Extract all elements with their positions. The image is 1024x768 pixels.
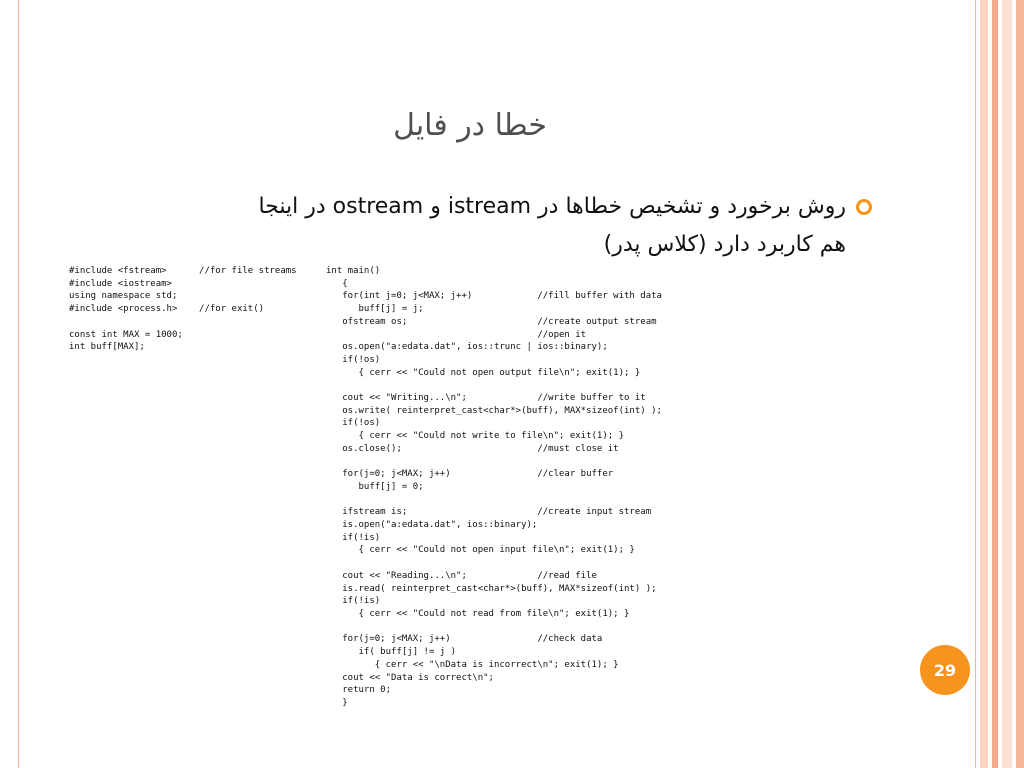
code-right-line: { cerr << "Could not open input file\n"; exit(1); } [326,545,635,556]
bullet-text [80,188,846,264]
code-right-line: int main() [326,266,381,276]
bullet-circle-icon [856,199,872,215]
code-right-line: for(j=0; j<MAX; j++) //clear buffer [326,469,614,480]
code-left-line: #include <iostream> [69,278,172,289]
code-right-line: os.write( reinterpret_cast<char*>(buff), MAX*sizeof(int) ); [326,405,662,416]
code-left-line: using namespace std; [69,291,178,302]
code-right-line: cout << "Data is correct\n"; [326,672,494,683]
code-right-line: buff[j] = 0; [326,481,424,492]
code-right-line: if( buff[j] != j ) [326,647,457,658]
code-right-line: os.close(); //must close it [326,443,619,454]
code-right-line: is.read( reinterpret_cast<char*>(buff), MAX*sizeof(int) ); [326,583,657,594]
code-right-line: { cerr << "Could not read from file\n"; exit(1); } [326,608,630,619]
code-right-line: cout << "Writing...\n"; //write buffer to it [326,393,646,404]
code-right-line: if(!os) [326,354,381,365]
stripe-2 [992,0,998,768]
code-right-line: is.open("a:edata.dat", ios::binary); [326,520,538,531]
code-left-line: #include <fstream> //for file streams [69,266,297,276]
code-right-line: { cerr << "Could not write to file\n"; exit(1); } [326,431,625,442]
code-right-line: //open it [326,329,587,340]
code-right-line: ifstream is; //create input stream [326,507,652,518]
bullet-line-1: روش برخورد و تشخیص خطاها در istream و ostream در اینجا [258,194,846,219]
code-right-line: for(int j=0; j<MAX; j++) //fill buffer with data [326,291,662,302]
code-right-line: if(!os) [326,418,381,429]
code-left-line: int buff[MAX]; [69,342,145,353]
code-right-line: } [326,697,348,708]
code-left-line: const int MAX = 1000; [69,329,183,340]
code-right-line: if(!is) [326,532,381,543]
code-listing-declarations [69,265,297,354]
code-right-line: if(!is) [326,596,381,607]
code-right-line: ofstream os; //create output stream [326,316,657,327]
code-left-line: #include <process.h> //for exit() [69,304,265,315]
slide-title: خطا در فایل [393,108,547,143]
code-right-line: { cerr << "\nData is incorrect\n"; exit(1); } [326,659,619,670]
code-right-line: for(j=0; j<MAX; j++) //check data [326,634,603,645]
code-right-line: buff[j] = j; [326,304,424,315]
code-right-line: { cerr << "Could not open output file\n"; exit(1); } [326,367,641,378]
code-listing-main [326,265,662,710]
decorative-side-stripes [976,0,1024,768]
code-right-line: { [326,278,348,289]
code-right-line: return 0; [326,685,392,696]
stripe-3 [1002,0,1012,768]
stripe-1 [980,0,988,768]
page-number-badge: 29 [920,645,970,695]
code-right-line: cout << "Reading...\n"; //read file [326,570,597,581]
stripe-4 [1016,0,1024,768]
bullet-line-2: هم کاربرد دارد (کلاس پدر) [603,232,846,257]
code-right-line: os.open("a:edata.dat", ios::trunc | ios::binary); [326,342,608,353]
